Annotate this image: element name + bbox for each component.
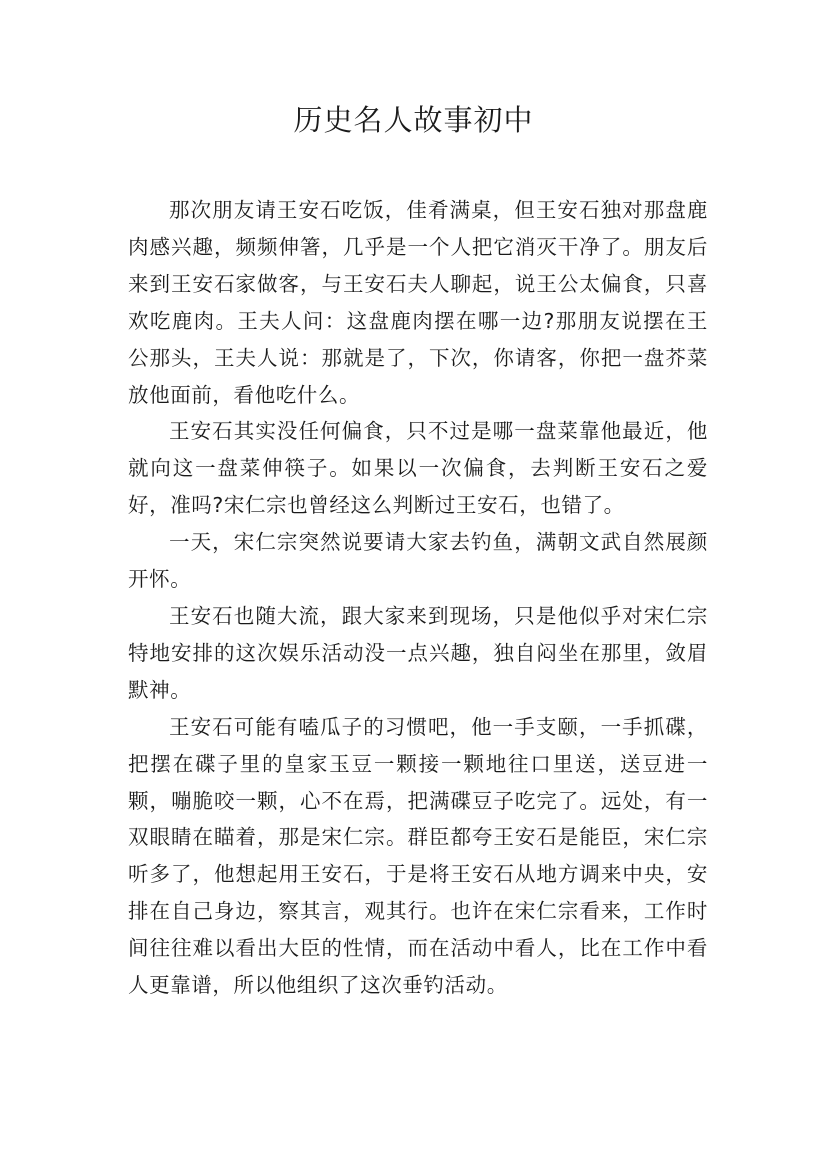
paragraph: 王安石可能有嗑瓜子的习惯吧，他一手支颐，一手抓碟，把摆在碟子里的皇家玉豆一颗接一颗地往口里送，送豆进一颗，嘣脆咬一颗，心不在焉，把满碟豆子吃完了。远处，有一双眼睛在瞄着，那是宋仁宗。群臣都夸王安石是能臣，宋仁宗听多了，他想起用王安石，于是将王安石从地方调来中央，安排在自己身边，察其言，观其行。也许在宋仁宗看来，工作时间往往难以看出大臣的性情，而在活动中看人，比在工作中看人更靠谱，所以他组织了这次垂钓活动。 [128, 714, 708, 998]
paragraph: 一天，宋仁宗突然说要请大家去钓鱼，满朝文武自然展颜开怀。 [128, 530, 708, 592]
paragraph: 王安石也随大流，跟大家来到现场，只是他似乎对宋仁宗特地安排的这次娱乐活动没一点兴趣，独自闷坐在那里，敛眉默神。 [128, 603, 708, 702]
paragraph: 那次朋友请王安石吃饭，佳肴满桌，但王安石独对那盘鹿肉感兴趣，频频伸箸，几乎是一个人把它消灭干净了。朋友后来到王安石家做客，与王安石夫人聊起，说王公太偏食，只喜欢吃鹿肉。王夫人问：这盘鹿肉摆在哪一边?那朋友说摆在王公那头，王夫人说：那就是了，下次，你请客，你把一盘芥菜放他面前，看他吃什么。 [128, 198, 708, 407]
document-title: 历史名人故事初中 [293, 103, 534, 137]
paragraph: 王安石其实没任何偏食，只不过是哪一盘菜靠他最近，他就向这一盘菜伸筷子。如果以一次偏食，去判断王安石之爱好，准吗?宋仁宗也曾经这么判断过王安石，也错了。 [128, 419, 708, 518]
document-body [128, 192, 708, 1004]
